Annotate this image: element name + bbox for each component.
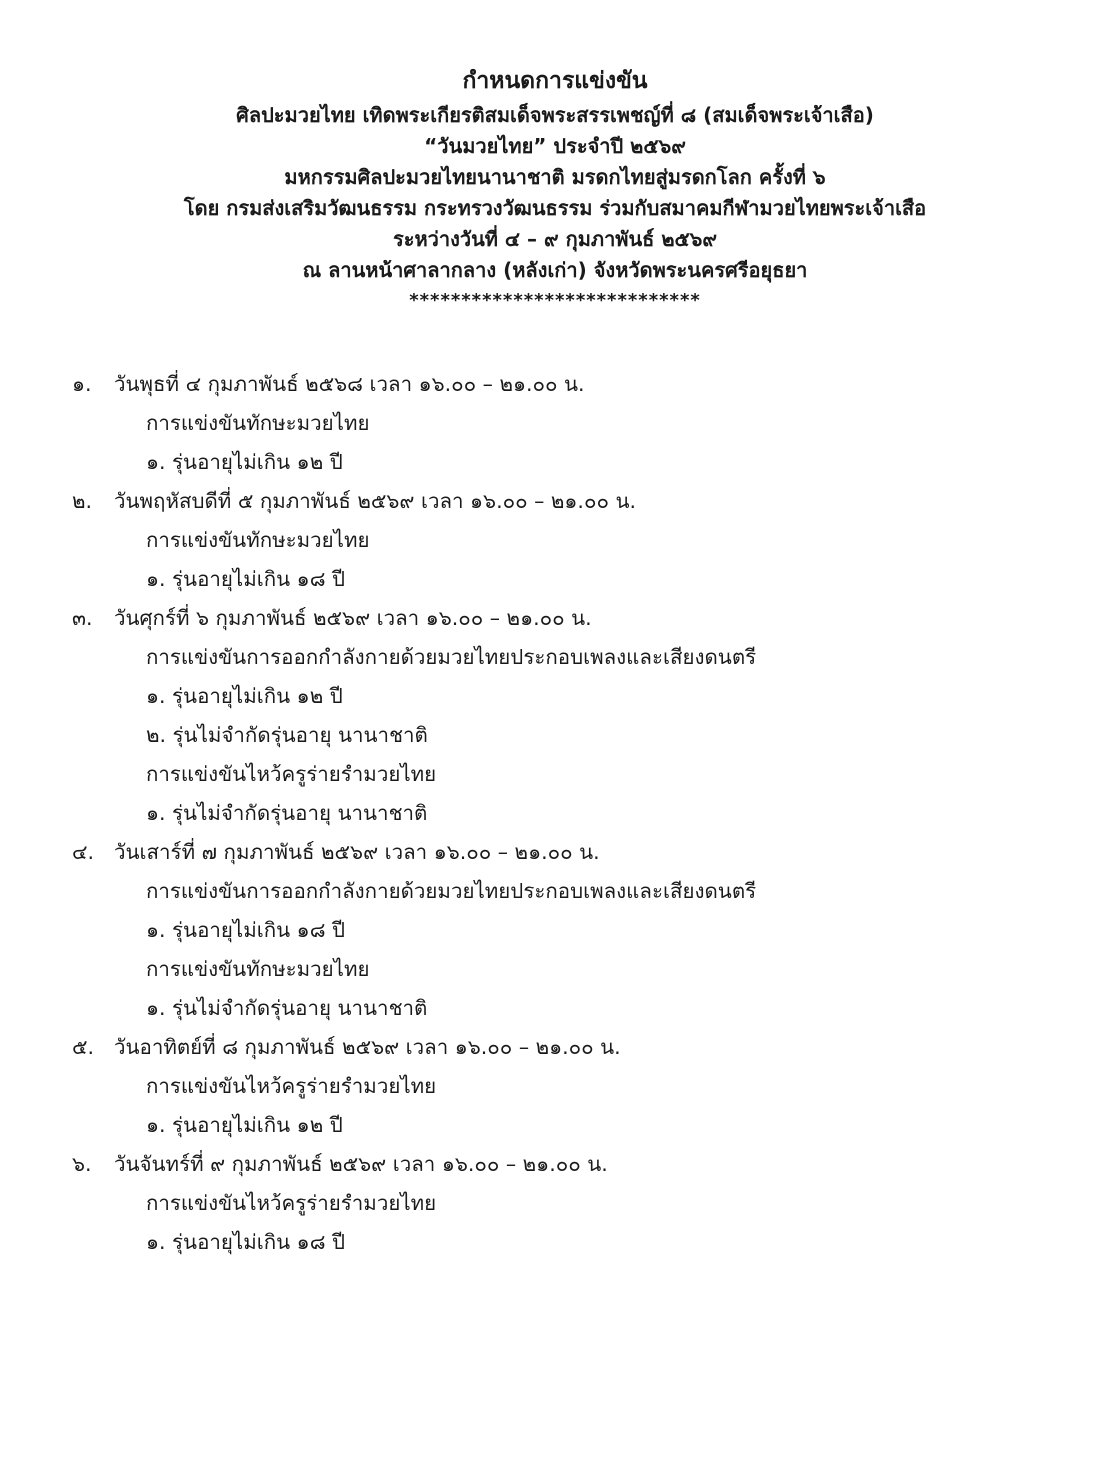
- competition-category: [0, 638, 1110, 677]
- entry-text: ๑. รุ่นอายุไม่เกิน ๑๒ ปี: [146, 450, 343, 474]
- header-line-4: โดย กรมส่งเสริมวัฒนธรรม กระทรวงวัฒนธรรม ร่วมกับสมาคมกีฬามวยไทยพระเจ้าเสือ: [183, 196, 927, 220]
- day-datetime: วันอาทิตย์ที่ ๘ กุมภาพันธ์ ๒๕๖๙ เวลา ๑๖.๐๐ – ๒๑.๐๐ น.: [114, 1035, 621, 1059]
- competition-entry: [0, 911, 1110, 950]
- entry-text: ๑. รุ่นไม่จำกัดรุ่นอายุ นานาชาติ: [146, 801, 428, 825]
- competition-category: [0, 872, 1110, 911]
- competition-entry: [0, 560, 1110, 599]
- day-number: ๕.: [72, 1035, 95, 1059]
- day-number: ๒.: [72, 489, 93, 513]
- schedule-list: [0, 365, 1110, 1262]
- day-number: ๔.: [72, 840, 95, 864]
- day-number: ๓.: [72, 606, 93, 630]
- schedule-day-3: [0, 599, 1110, 638]
- competition-entry: [0, 443, 1110, 482]
- document-header: [0, 62, 1110, 312]
- competition-category: [0, 950, 1110, 989]
- competition-category: [0, 1067, 1110, 1106]
- entry-text: ๑. รุ่นอายุไม่เกิน ๑๘ ปี: [146, 918, 346, 942]
- header-line-5: ระหว่างวันที่ ๔ – ๙ กุมภาพันธ์ ๒๕๖๙: [392, 227, 717, 251]
- competition-category: [0, 1184, 1110, 1223]
- header-line-2: “วันมวยไทย” ประจำปี ๒๕๖๙: [424, 134, 686, 158]
- category-name: การแข่งขันไหว้ครูร่ายรำมวยไทย: [146, 762, 437, 786]
- header-separator: ****************************: [409, 290, 701, 311]
- entry-text: ๑. รุ่นอายุไม่เกิน ๑๘ ปี: [146, 1230, 346, 1254]
- competition-entry: [0, 677, 1110, 716]
- category-name: การแข่งขันทักษะมวยไทย: [146, 957, 370, 981]
- category-name: การแข่งขันไหว้ครูร่ายรำมวยไทย: [146, 1191, 437, 1215]
- header-line-3: มหกรรมศิลปะมวยไทยนานาชาติ มรดกไทยสู่มรดกโลก ครั้งที่ ๖: [284, 165, 826, 189]
- category-name: การแข่งขันการออกกำลังกายด้วยมวยไทยประกอบเพลงและเสียงดนตรี: [146, 879, 757, 903]
- day-datetime: วันพฤหัสบดีที่ ๕ กุมภาพันธ์ ๒๕๖๙ เวลา ๑๖.๐๐ – ๒๑.๐๐ น.: [114, 489, 637, 513]
- competition-category: [0, 521, 1110, 560]
- competition-entry: [0, 1223, 1110, 1262]
- category-name: การแข่งขันการออกกำลังกายด้วยมวยไทยประกอบเพลงและเสียงดนตรี: [146, 645, 757, 669]
- competition-entry: [0, 989, 1110, 1028]
- entry-text: ๑. รุ่นไม่จำกัดรุ่นอายุ นานาชาติ: [146, 996, 428, 1020]
- schedule-day-5: [0, 1028, 1110, 1067]
- schedule-day-1: [0, 365, 1110, 404]
- header-line-1: ศิลปะมวยไทย เทิดพระเกียรติสมเด็จพระสรรเพชญ์ที่ ๘ (สมเด็จพระเจ้าเสือ): [236, 103, 874, 127]
- document-title: กำหนดการแข่งขัน: [462, 68, 648, 94]
- competition-entry: [0, 716, 1110, 755]
- entry-text: ๑. รุ่นอายุไม่เกิน ๑๒ ปี: [146, 684, 343, 708]
- day-datetime: วันศุกร์ที่ ๖ กุมภาพันธ์ ๒๕๖๙ เวลา ๑๖.๐๐ – ๒๑.๐๐ น.: [114, 606, 592, 630]
- day-datetime: วันจันทร์ที่ ๙ กุมภาพันธ์ ๒๕๖๙ เวลา ๑๖.๐๐ – ๒๑.๐๐ น.: [114, 1152, 608, 1176]
- competition-category: [0, 755, 1110, 794]
- competition-entry: [0, 794, 1110, 833]
- entry-text: ๒. รุ่นไม่จำกัดรุ่นอายุ นานาชาติ: [146, 723, 428, 747]
- day-datetime: วันพุธที่ ๔ กุมภาพันธ์ ๒๕๖๘ เวลา ๑๖.๐๐ – ๒๑.๐๐ น.: [114, 372, 585, 396]
- day-number: ๖.: [72, 1152, 92, 1176]
- entry-text: ๑. รุ่นอายุไม่เกิน ๑๘ ปี: [146, 567, 346, 591]
- competition-entry: [0, 1106, 1110, 1145]
- header-line-6: ณ ลานหน้าศาลากลาง (หลังเก่า) จังหวัดพระนครศรีอยุธยา: [302, 258, 808, 282]
- entry-text: ๑. รุ่นอายุไม่เกิน ๑๒ ปี: [146, 1113, 343, 1137]
- competition-category: [0, 404, 1110, 443]
- schedule-day-4: [0, 833, 1110, 872]
- category-name: การแข่งขันไหว้ครูร่ายรำมวยไทย: [146, 1074, 437, 1098]
- day-datetime: วันเสาร์ที่ ๗ กุมภาพันธ์ ๒๕๖๙ เวลา ๑๖.๐๐ – ๒๑.๐๐ น.: [114, 840, 600, 864]
- day-number: ๑.: [72, 372, 92, 396]
- schedule-day-2: [0, 482, 1110, 521]
- category-name: การแข่งขันทักษะมวยไทย: [146, 411, 370, 435]
- schedule-day-6: [0, 1145, 1110, 1184]
- category-name: การแข่งขันทักษะมวยไทย: [146, 528, 370, 552]
